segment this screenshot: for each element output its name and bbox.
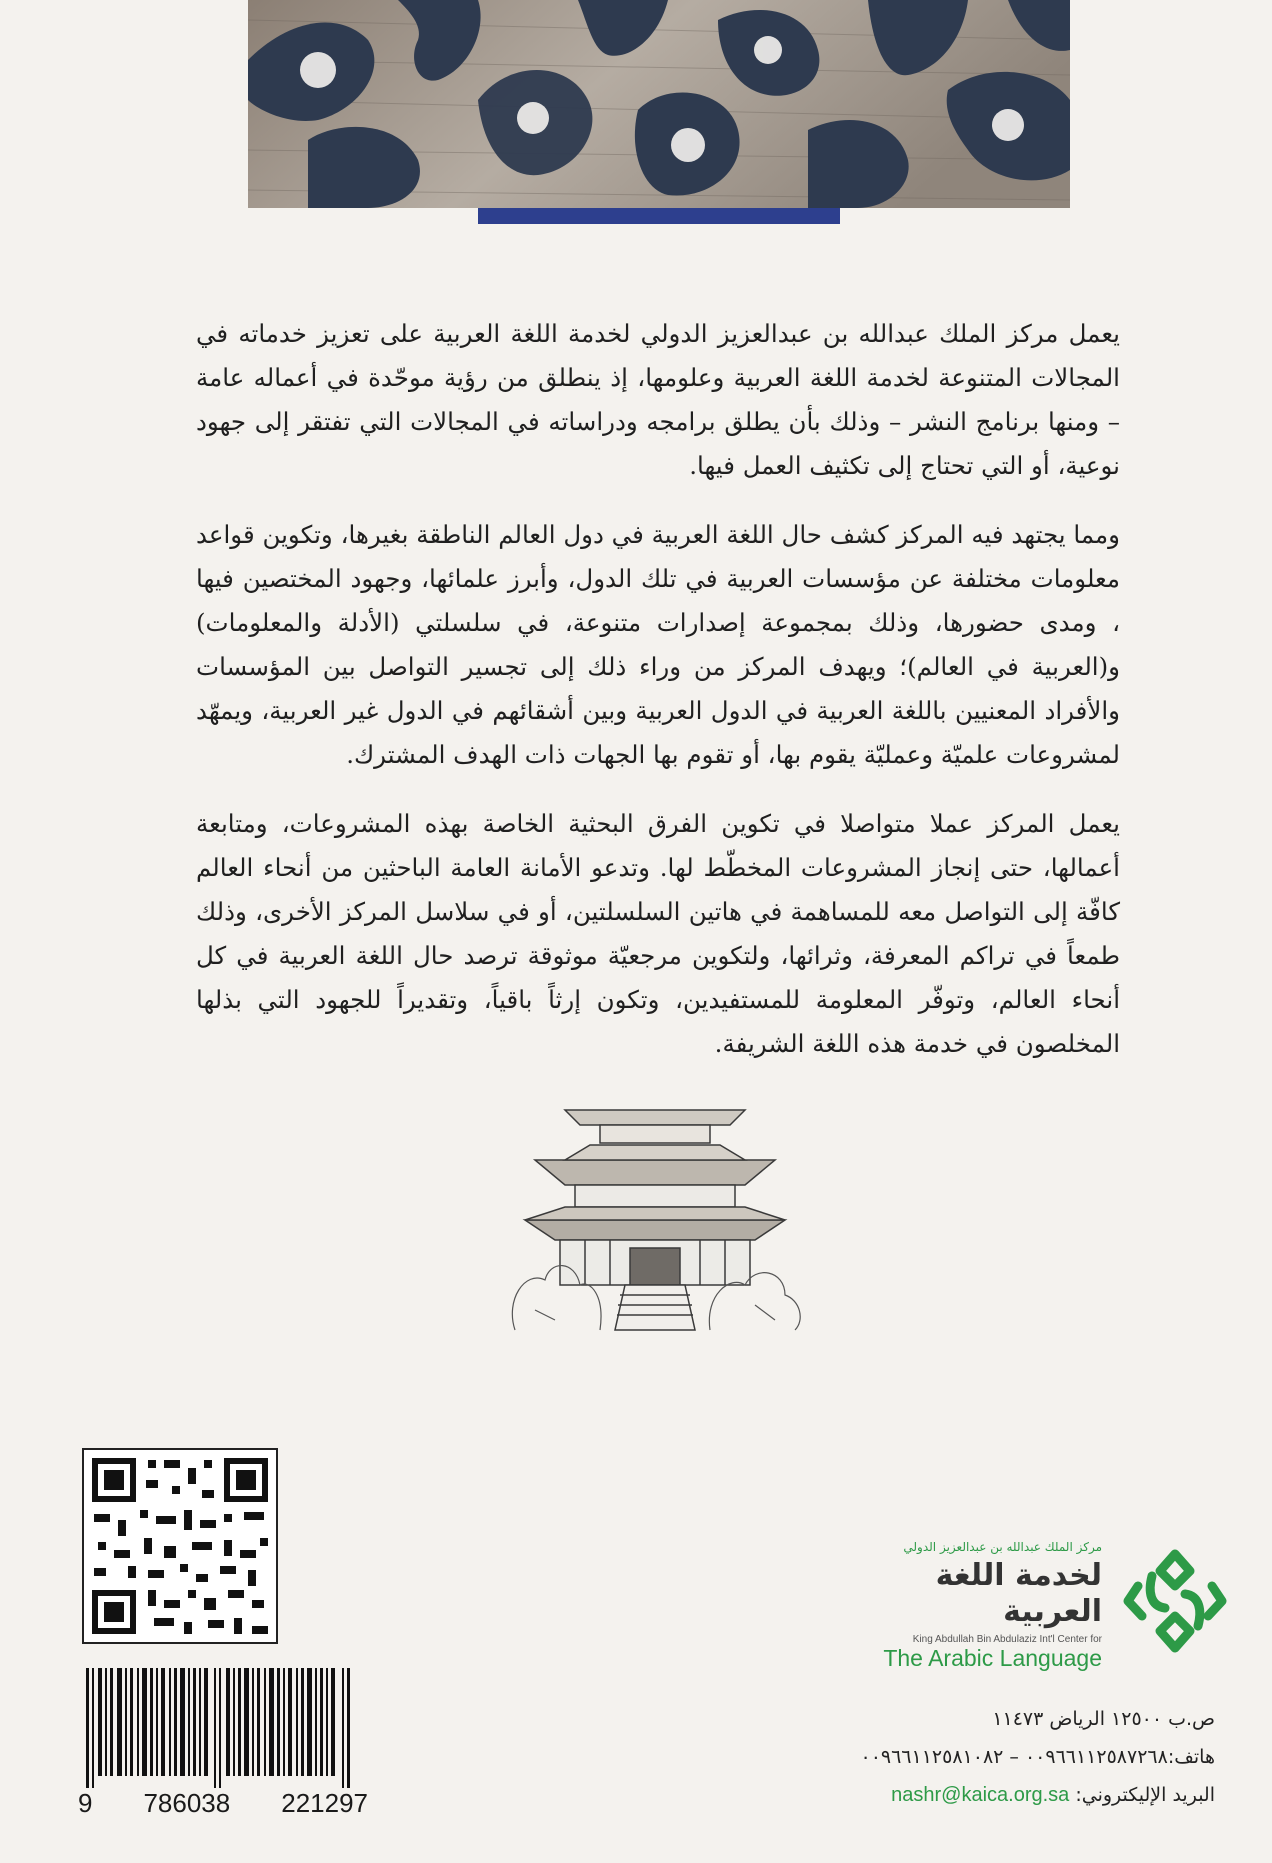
logo-subtitle-en: King Abdullah Bin Abdulaziz Int'l Center for [912,1634,1102,1645]
calligraphy-banner [248,0,1070,208]
temple-drawing [505,1090,805,1340]
center-logo [870,1540,1230,1671]
isbn-lead-digit: 9 [78,1788,93,1818]
contact-info [720,1700,1215,1814]
qr-code [82,1448,278,1644]
qr-pattern [84,1450,276,1642]
logo-subtitle-ar: مركز الملك عبدالله بن عبدالعزيز الدولي [903,1540,1102,1554]
isbn-group-1: 786038 [143,1788,231,1818]
accent-bar [478,208,840,224]
paragraph-2: ومما يجتهد فيه المركز كشف حال اللغة العربية في دول العالم الناطقة بغيرها، وتكوين قواعد معلومات مختلفة عن مؤسسات العربية في تلك الدول، وأبرز علمائها، وجهود المختصين فيها ، ومدى حضورها، وذلك بمجموعة إصدارات متنوعة، في سلسلتي (الأدلة والمعلومات) و(العربية في العالم)؛ ويهدف المركز من وراء ذلك إلى تجسير التواصل بين المؤسسات والأفراد المعنيين باللغة العربية في الدول العربية وبين أشقائهم في الدول غير العربية، ويمهّد لمشروعات علميّة وعمليّة يقوم بها، أو تقوم بها الجهات ذات الهدف المشترك. [196,520,1120,769]
logo-text-block [842,1540,1102,1672]
isbn-barcode [80,1668,360,1788]
logo-emblem-icon [1120,1546,1230,1656]
email-line [720,1776,1215,1814]
paragraph-1: يعمل مركز الملك عبدالله بن عبدالعزيز الدولي لخدمة اللغة العربية على تعزيز خدماته في المجالات المتنوعة لخدمة اللغة العربية وعلومها، إذ ينطلق من رؤية موحّدة في أعماله عامة – ومنها برنامج النشر – وذلك بأن يطلق برامجه ودراساته في المجالات التي تفتقر إلى جهود نوعية، أو التي تحتاج إلى تكثيف العمل فيها. [196,319,1120,480]
email-label: البريد الإليكتروني: [1075,1784,1215,1806]
po-box: ص.ب ١٢٥٠٠ الرياض ١١٤٧٣ [992,1708,1215,1730]
description-text [196,312,1120,1091]
logo-title-ar: لخدمة اللغة العربية [935,1558,1102,1629]
barcode-bars [80,1668,360,1788]
calligraphy-art [248,0,1070,208]
phone-numbers: هاتف:٠٠٩٦٦١١٢٥٨٧٢٦٨ – ٠٠٩٦٦١١٢٥٨١٠٨٢ [860,1746,1215,1768]
paragraph-3: يعمل المركز عملا متواصلا في تكوين الفرق البحثية الخاصة بهذه المشروعات، ومتابعة أعمالها، حتى إنجاز المشروعات المخطّط لها. وتدعو الأمانة العامة الباحثين من أنحاء العالم كافّة إلى التواصل معه للمساهمة في هاتين السلسلتين، أو في سلاسل المركز الأخرى، وذلك طمعاً في تراكم المعرفة، وثرائها، ولتكوين مرجعيّة موثوقة ترصد حال اللغة العربية في كل أنحاء العالم، وتوفّر المعلومة للمستفيدين، وتكون إرثاً باقياً، وتقديراً للجهود التي بذلها المخلصون في خدمة هذه اللغة الشريفة. [196,809,1120,1058]
logo-title-en: The Arabic Language [883,1645,1102,1671]
temple-illustration [505,1090,805,1340]
isbn-digits [78,1788,368,1819]
email-address[interactable]: nashr@kaica.org.sa [891,1784,1070,1806]
isbn-group-2: 221297 [281,1788,368,1818]
